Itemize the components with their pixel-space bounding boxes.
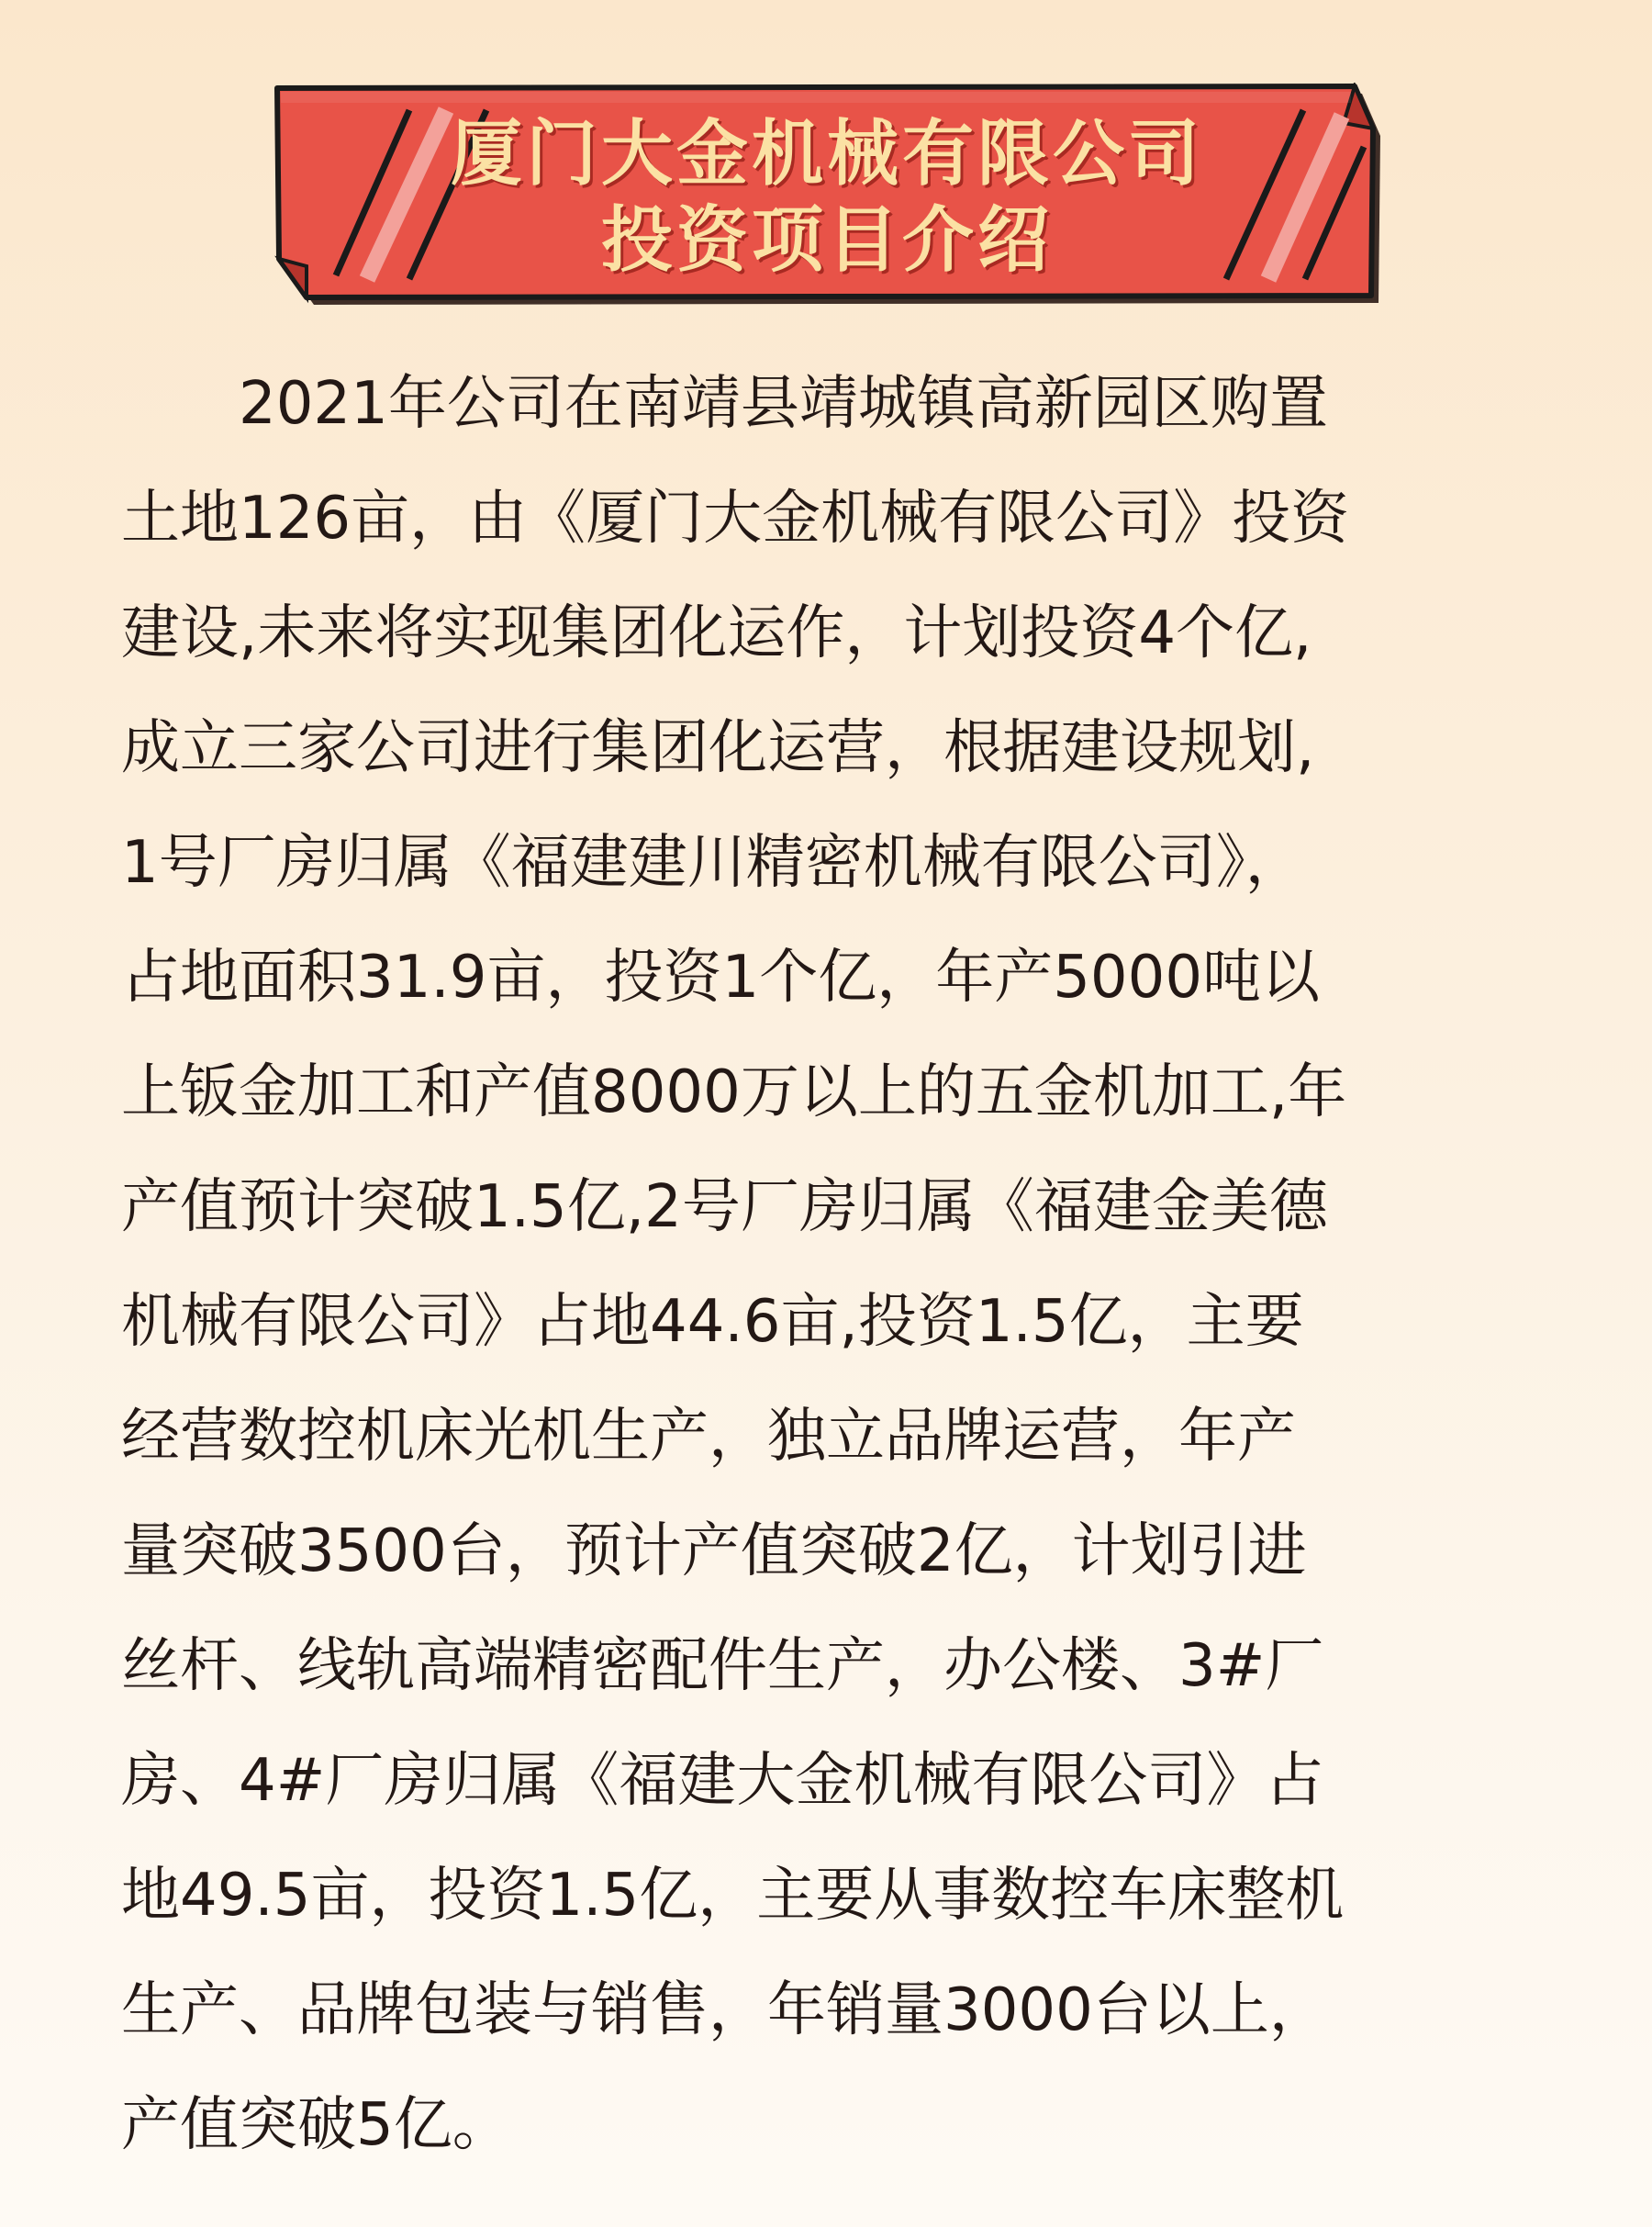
- paragraph-line: 1号厂房归属《福建建川精密机械有限公司》，: [121, 829, 1304, 897]
- banner-title: [272, 83, 1382, 312]
- title-banner: [272, 83, 1382, 312]
- paragraph-line: 量突破3500台，预计产值突破2亿，计划引进: [121, 1517, 1307, 1585]
- paragraph-line: 上钣金加工和产值8000万以上的五金机加工,年: [121, 1058, 1347, 1126]
- paragraph-line: 产值预计突破1.5亿,2号厂房归属《福建金美德: [121, 1173, 1328, 1241]
- paragraph-line: 土地126亩，由《厦门大金机械有限公司》投资: [121, 485, 1350, 553]
- banner-title-line-1: 厦门大金机械有限公司: [450, 113, 1203, 196]
- paragraph-line: 建设,未来将实现集团化运作，计划投资4个亿,: [121, 599, 1312, 667]
- paragraph-line: 占地面积31.9亩，投资1个亿，年产5000吨以: [121, 944, 1321, 1012]
- paragraph-line: 地49.5亩，投资1.5亿，主要从事数控车床整机: [121, 1862, 1345, 1930]
- paragraph-line: 成立三家公司进行集团化运营，根据建设规划,: [121, 714, 1315, 782]
- paragraph-line: 经营数控机床光机生产，独立品牌运营，年产: [121, 1403, 1296, 1471]
- paragraph-line: 机械有限公司》占地44.6亩,投资1.5亿，主要: [121, 1288, 1304, 1356]
- paragraph-line: 产值突破5亿。: [121, 2091, 511, 2159]
- banner-title-line-2: 投资项目介绍: [600, 199, 1053, 282]
- paragraph-line: 丝杆、线轨高端精密配件生产，办公楼、3#厂: [121, 1632, 1324, 1700]
- paragraph-line: 房、4#厂房归属《福建大金机械有限公司》占: [121, 1747, 1324, 1815]
- paragraph-line: 2021年公司在南靖县靖城镇高新园区购置: [121, 370, 1328, 438]
- project-description: [121, 347, 1535, 2183]
- paragraph-line: 生产、品牌包装与销售，年销量3000台以上，: [121, 1976, 1328, 2044]
